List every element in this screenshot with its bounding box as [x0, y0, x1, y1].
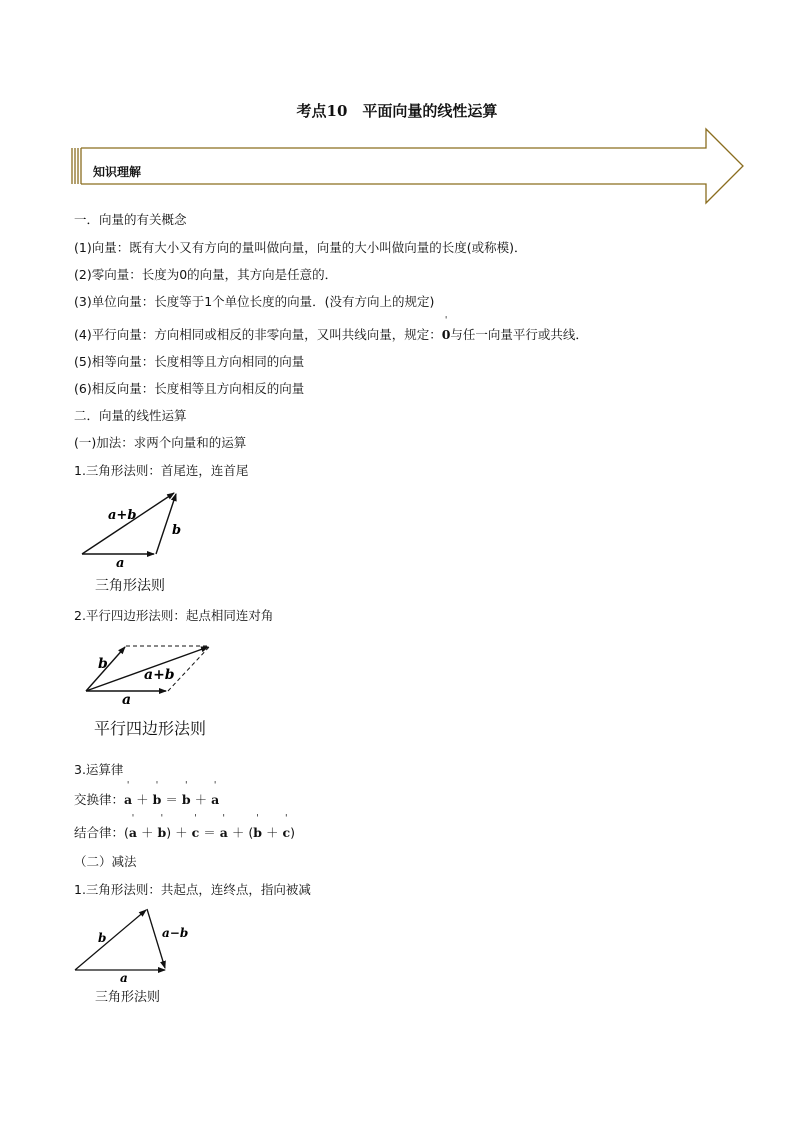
subtraction-caption: 三角形法则 [95, 990, 161, 1005]
section-heading-2: 二．向量的线性运算 [74, 408, 187, 423]
vector-a: ' a [220, 825, 228, 840]
equals-sign: ＝ [165, 792, 178, 807]
plus-sign: ＋ [175, 825, 188, 840]
label-a: a [120, 971, 128, 985]
plus-sign: ＋ [231, 825, 245, 840]
plus-sign: ＋ [265, 825, 279, 840]
vector-a: ' a [211, 792, 219, 807]
parallel-text-post: 与任一向量平行或共线． [450, 327, 588, 342]
parallel-text-pre: (4)平行向量：方向相同或相反的非零向量，又叫共线向量，规定： [74, 327, 442, 342]
vector-b: ' b [182, 792, 191, 807]
plus-sign: ＋ [136, 792, 149, 807]
vector-b: ' b [253, 825, 262, 840]
definition-opposite-vector: (6)相反向量：长度相等且方向相反的向量 [74, 381, 305, 396]
label-a: a [116, 556, 125, 571]
definition-zero-vector: (2)零向量：长度为0的向量，其方向是任意的． [74, 267, 338, 282]
label-a: a [122, 692, 132, 708]
triangle-addition-figure [76, 488, 196, 572]
commutative-label: 交换律： [74, 792, 125, 807]
vector-a: ' a [124, 792, 132, 807]
plus-sign: ＋ [194, 792, 208, 807]
commutative-law [74, 790, 219, 808]
label-b: b [98, 931, 107, 945]
vector-c: ' c [192, 825, 200, 840]
zero-vector-symbol: ' 0 [442, 327, 451, 342]
equals-sign: ＝ [203, 825, 216, 840]
vector-c: ' c [282, 825, 290, 840]
page-title: 考点10 平面向量的线性运算 [296, 102, 498, 120]
label-a-plus-b: a+b [144, 667, 175, 683]
paren-open: ( [124, 825, 129, 840]
label-b: b [98, 656, 108, 672]
definition-equal-vector: (5)相等向量：长度相等且方向相同的向量 [74, 354, 305, 369]
vector-b: ' b [153, 792, 162, 807]
banner-label: 知识理解 [93, 165, 142, 179]
definition-vector: (1)向量：既有大小又有方向的量叫做向量，向量的大小叫做向量的长度(或称模)． [74, 240, 527, 255]
plus-sign: ＋ [141, 825, 154, 840]
paren-open: ( [248, 825, 254, 840]
label-a-plus-b: a+b [108, 508, 137, 523]
addition-heading: (一)加法：求两个向量和的运算 [74, 435, 247, 450]
paren-close: ) [166, 825, 172, 840]
vector-b: ' b [158, 825, 167, 840]
triangle-caption: 三角形法则 [95, 578, 165, 594]
label-a-minus-b: a−b [162, 926, 189, 940]
associative-label: 结合律： [74, 825, 125, 840]
parallelogram-caption: 平行四边形法则 [94, 719, 207, 738]
triangle-subtraction-figure [72, 904, 202, 986]
label-b: b [172, 523, 182, 538]
definition-parallel-vector [74, 325, 588, 343]
associative-law [74, 823, 295, 841]
addition-rule-triangle: 1.三角形法则：首尾连，连首尾 [74, 463, 249, 478]
vector-a: ' a [129, 825, 137, 840]
subtraction-heading: （二）减法 [74, 854, 137, 869]
definition-unit-vector: (3)单位向量：长度等于1个单位长度的向量．(没有方向上的规定) [74, 294, 435, 309]
subtraction-rule-triangle: 1.三角形法则：共起点，连终点，指向被减 [74, 882, 311, 897]
section-banner [70, 126, 746, 206]
parallelogram-figure [80, 638, 220, 708]
addition-rule-parallelogram: 2.平行四边形法则：起点相同连对角 [74, 608, 274, 623]
section-heading-1: 一．向量的有关概念 [74, 212, 187, 227]
laws-heading: 3.运算律 [74, 762, 124, 777]
paren-close: ) [290, 825, 295, 840]
